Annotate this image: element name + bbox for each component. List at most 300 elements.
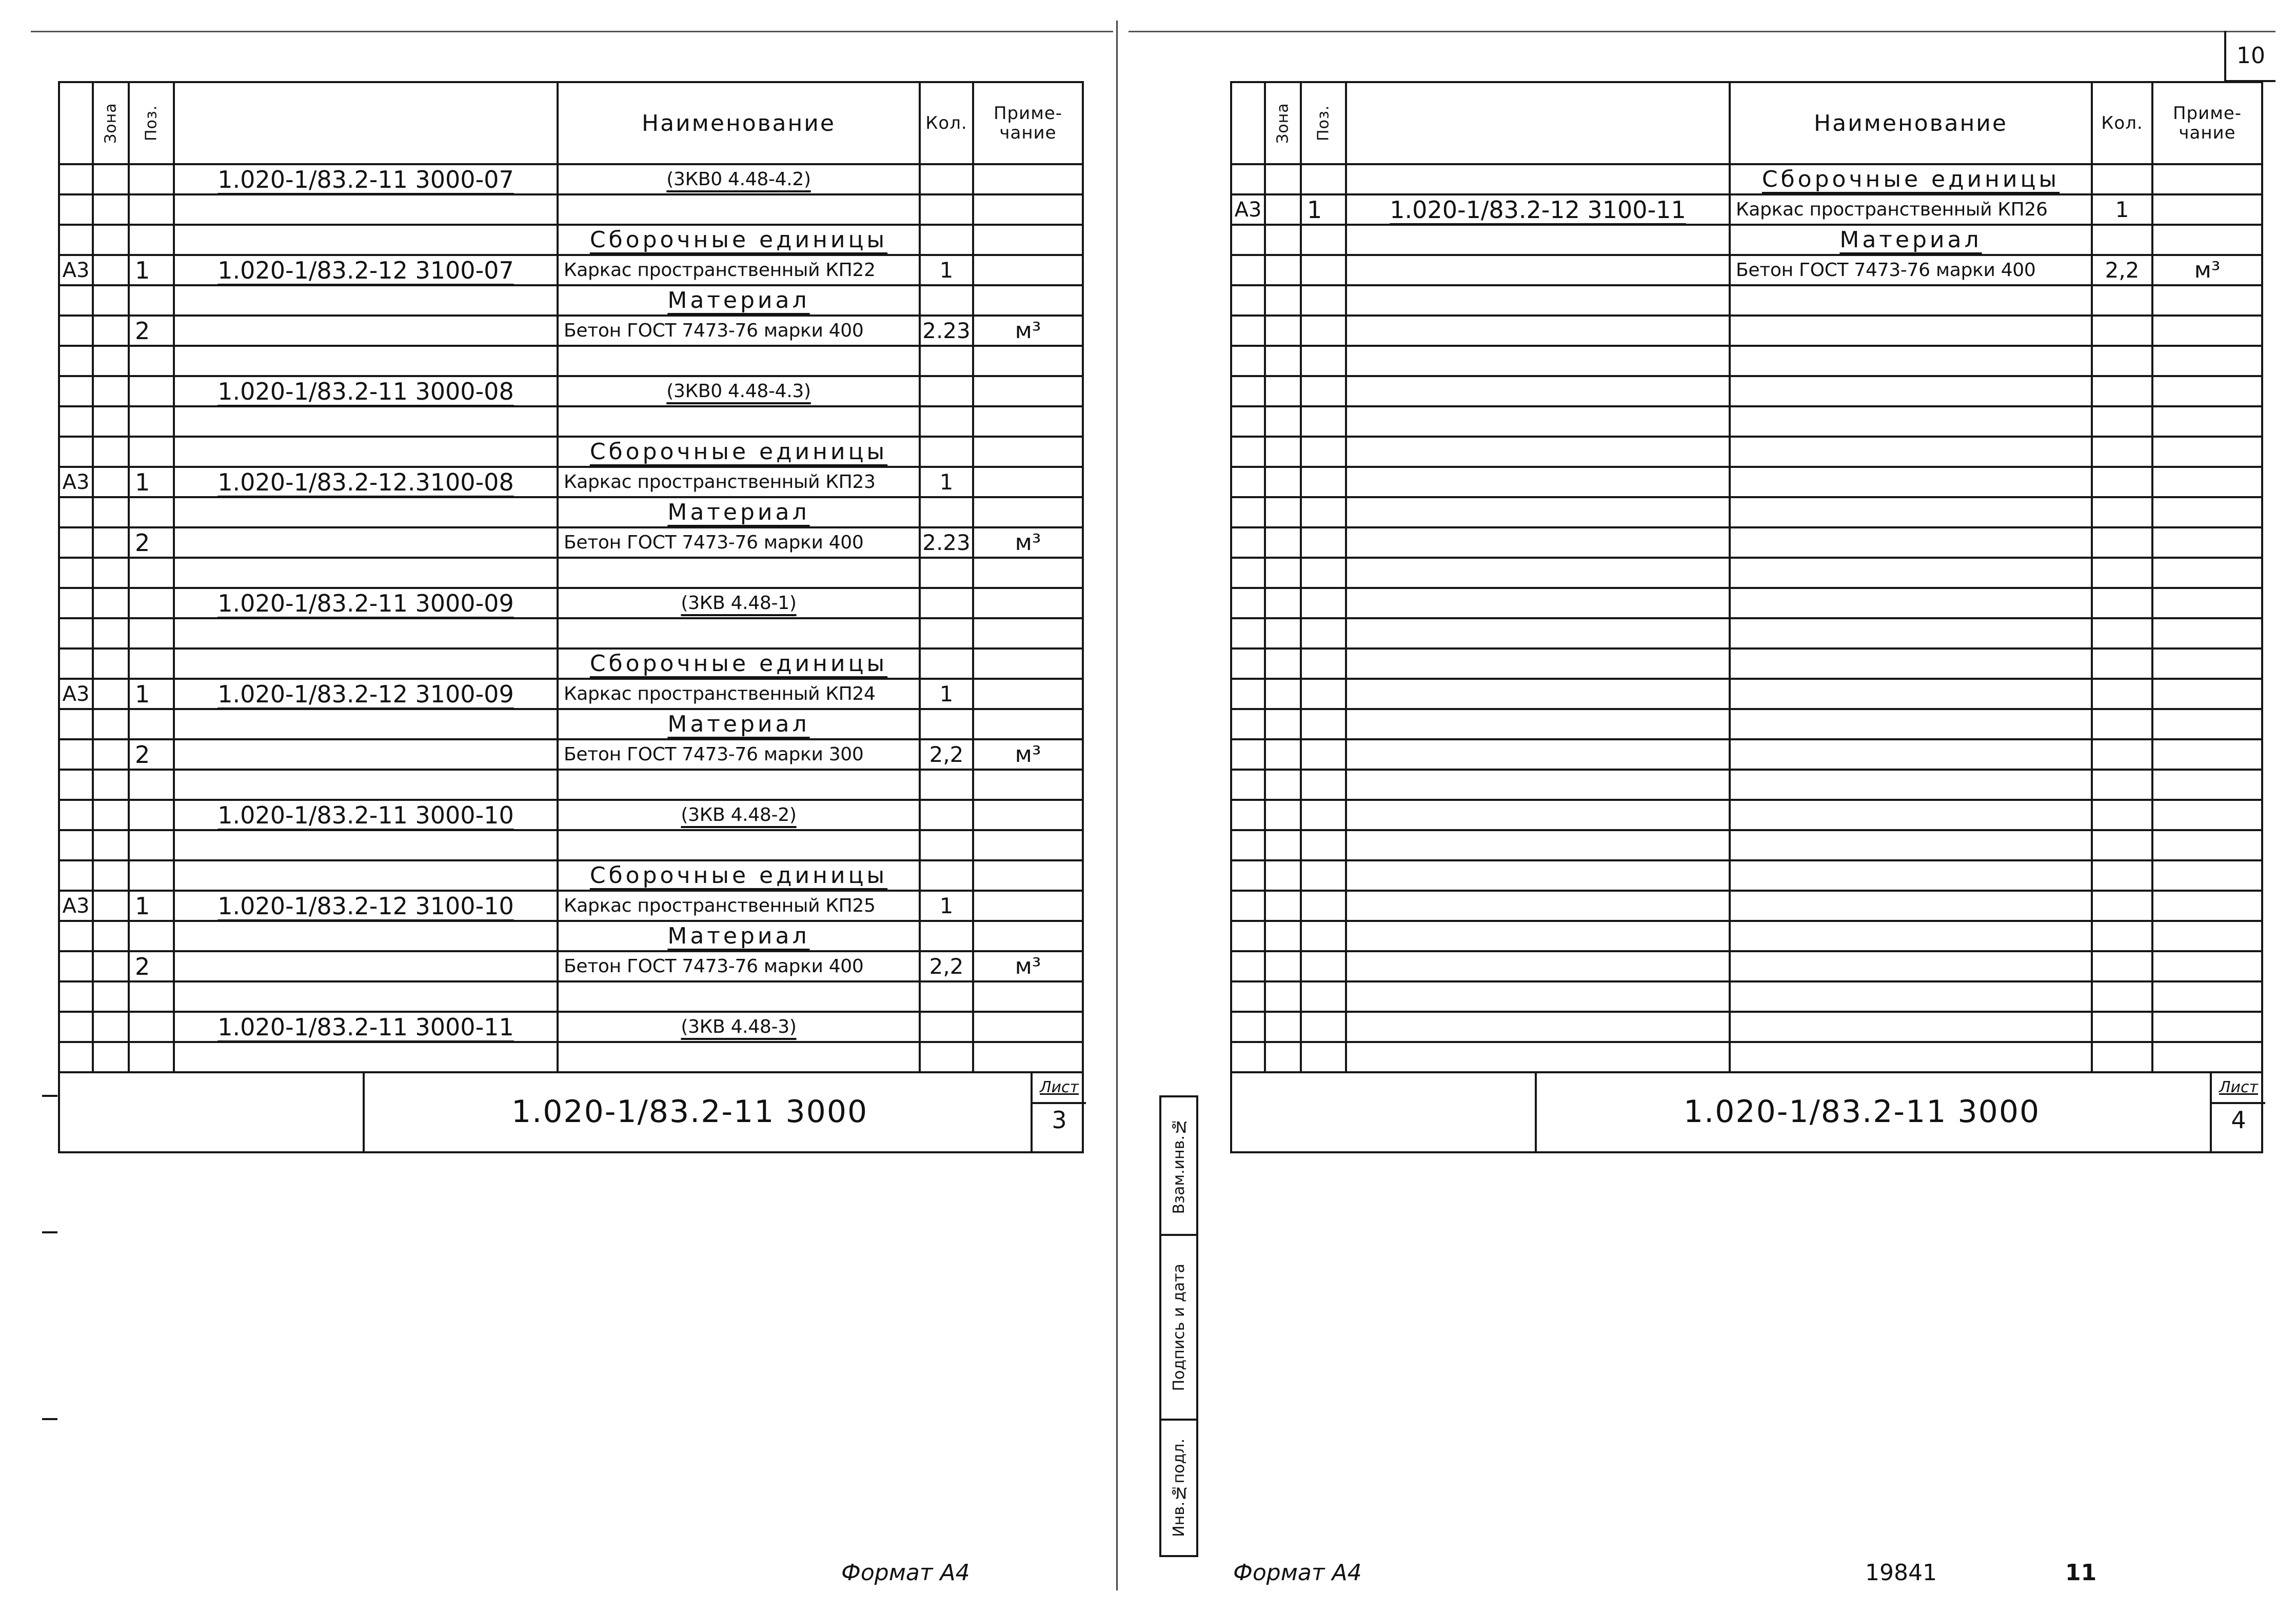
name-text: Каркас пространственный КП25 xyxy=(564,895,876,916)
column-header-fmt xyxy=(58,81,94,165)
cell-des xyxy=(1345,466,1731,498)
title-block xyxy=(58,1071,1084,1153)
cell-name xyxy=(557,769,921,801)
cell-name xyxy=(557,163,921,195)
cell-note xyxy=(972,950,1084,982)
cell-pos xyxy=(128,557,175,589)
cell-fmt xyxy=(58,163,94,195)
cell-name xyxy=(1729,647,2093,680)
cell-zone xyxy=(1264,557,1302,589)
name-text: Материал xyxy=(667,499,810,525)
cell-pos xyxy=(1300,193,1347,226)
cell-name xyxy=(1729,436,2093,468)
cell-zone xyxy=(1264,890,1302,922)
cell-des xyxy=(1345,890,1731,922)
cell-note xyxy=(2151,345,2263,377)
cell-fmt xyxy=(1230,587,1266,619)
cell-pos xyxy=(1300,829,1347,861)
des-text: 1.020-1/83.2-12.3100-08 xyxy=(217,468,514,496)
qty-text: 1 xyxy=(2115,197,2129,222)
cell-pos xyxy=(1300,284,1347,317)
cell-name xyxy=(1729,920,2093,952)
column-header-qty: Кол. xyxy=(2091,81,2153,165)
cell-name xyxy=(557,526,921,559)
name-text: Сборочные единицы xyxy=(589,227,888,253)
cell-name xyxy=(557,496,921,528)
column-header-zone: Зона xyxy=(92,81,130,165)
des-text: 1.020-1/83.2-11 3000-11 xyxy=(217,1013,514,1041)
cell-fmt xyxy=(58,193,94,226)
note-text: м³ xyxy=(1015,953,1041,979)
cell-pos xyxy=(128,950,175,982)
des-text: 1.020-1/83.2-12 3100-07 xyxy=(217,256,514,284)
cell-note xyxy=(2151,587,2263,619)
cell-fmt xyxy=(58,466,94,498)
cell-note xyxy=(972,799,1084,831)
cell-qty xyxy=(919,526,974,559)
cell-name xyxy=(1729,738,2093,771)
cell-fmt xyxy=(58,526,94,559)
column-header-des xyxy=(173,81,559,165)
cell-name xyxy=(557,375,921,407)
column-header-des xyxy=(1345,81,1731,165)
cell-note xyxy=(972,557,1084,589)
cell-pos xyxy=(1300,920,1347,952)
cell-zone xyxy=(1264,920,1302,952)
cell-zone xyxy=(92,496,130,528)
stamp-signature-label: Подпись и дата xyxy=(1170,1263,1188,1391)
cell-pos xyxy=(128,890,175,922)
name-text: Каркас пространственный КП24 xyxy=(564,683,876,704)
cell-qty xyxy=(2091,193,2153,226)
cell-zone xyxy=(1264,436,1302,468)
cell-pos xyxy=(1300,769,1347,801)
cell-name xyxy=(557,920,921,952)
cell-fmt xyxy=(1230,254,1266,286)
archive-number: 19841 xyxy=(1865,1560,1937,1586)
cell-name xyxy=(557,890,921,922)
name-text: Материал xyxy=(667,923,810,949)
cell-pos xyxy=(128,708,175,740)
cell-zone xyxy=(92,647,130,680)
pos-text: 2 xyxy=(135,740,150,769)
cell-fmt xyxy=(58,950,94,982)
cell-note xyxy=(972,436,1084,468)
cell-name xyxy=(1729,466,2093,498)
cell-zone xyxy=(92,829,130,861)
cell-zone xyxy=(1264,587,1302,619)
qty-text: 2,2 xyxy=(2105,258,2140,283)
cell-des xyxy=(1345,163,1731,195)
fmt-text: А3 xyxy=(62,470,90,494)
qty-text: 1 xyxy=(939,469,954,495)
cell-note xyxy=(972,859,1084,892)
cell-zone xyxy=(92,738,130,771)
cell-zone xyxy=(1264,1041,1302,1073)
cell-name xyxy=(557,617,921,650)
cell-qty xyxy=(919,284,974,317)
cell-zone xyxy=(92,436,130,468)
cell-des xyxy=(173,587,559,619)
cell-des xyxy=(173,617,559,650)
cell-qty xyxy=(919,617,974,650)
cell-qty xyxy=(919,980,974,1013)
fmt-text: А3 xyxy=(62,258,90,282)
cell-fmt xyxy=(58,557,94,589)
cell-zone xyxy=(1264,345,1302,377)
cell-fmt xyxy=(58,436,94,468)
cell-pos xyxy=(1300,163,1347,195)
cell-pos xyxy=(128,284,175,317)
cell-des xyxy=(173,254,559,286)
cell-fmt xyxy=(1230,769,1266,801)
cell-name xyxy=(1729,375,2093,407)
cell-pos xyxy=(128,254,175,286)
cell-des xyxy=(1345,587,1731,619)
name-text: Материал xyxy=(667,711,810,737)
cell-zone xyxy=(92,950,130,982)
cell-des xyxy=(1345,1041,1731,1073)
cell-qty xyxy=(2091,526,2153,559)
margin-tick xyxy=(42,1418,57,1420)
cell-note xyxy=(972,466,1084,498)
cell-fmt xyxy=(1230,799,1266,831)
cell-note xyxy=(972,496,1084,528)
cell-name xyxy=(1729,163,2093,195)
cell-pos xyxy=(1300,466,1347,498)
cell-note xyxy=(972,587,1084,619)
cell-des xyxy=(173,557,559,589)
name-text: (3КВ0 4.48-4.3) xyxy=(666,381,811,402)
stamp-field-inventory xyxy=(1161,1421,1196,1555)
cell-name xyxy=(557,587,921,619)
cell-name xyxy=(1729,557,2093,589)
cell-des xyxy=(173,890,559,922)
cell-des xyxy=(173,950,559,982)
cell-des xyxy=(1345,1011,1731,1043)
cell-fmt xyxy=(58,587,94,619)
des-text: 1.020-1/83.2-11 3000-10 xyxy=(217,801,514,829)
column-header-note: Приме-чание xyxy=(2151,81,2263,165)
cell-pos xyxy=(1300,496,1347,528)
cell-zone xyxy=(1264,193,1302,226)
cell-qty xyxy=(2091,980,2153,1013)
cell-name xyxy=(1729,829,2093,861)
cell-fmt xyxy=(1230,617,1266,650)
cell-pos xyxy=(1300,345,1347,377)
cell-zone xyxy=(92,284,130,317)
column-header-zone: Зона xyxy=(1264,81,1302,165)
des-text: 1.020-1/83.2-12 3100-09 xyxy=(217,680,514,708)
cell-qty xyxy=(919,1011,974,1043)
cell-pos xyxy=(1300,708,1347,740)
cell-zone xyxy=(92,254,130,286)
cell-qty xyxy=(919,193,974,226)
cell-note xyxy=(2151,496,2263,528)
name-text: (3КВ 4.48-2) xyxy=(681,804,797,825)
cell-zone xyxy=(92,799,130,831)
fmt-text: А3 xyxy=(62,682,90,706)
cell-note xyxy=(2151,557,2263,589)
cell-fmt xyxy=(1230,950,1266,982)
cell-zone xyxy=(92,708,130,740)
cell-qty xyxy=(2091,557,2153,589)
cell-qty xyxy=(919,496,974,528)
cell-zone xyxy=(1264,314,1302,347)
cell-des xyxy=(173,647,559,680)
sheet-number: 4 xyxy=(2231,1106,2246,1134)
cell-name xyxy=(1729,587,2093,619)
cell-pos xyxy=(1300,647,1347,680)
cell-fmt xyxy=(58,284,94,317)
cell-zone xyxy=(1264,859,1302,892)
des-text: 1.020-1/83.2-12 3100-10 xyxy=(217,892,514,920)
sheet-number-box xyxy=(2210,1073,2265,1151)
page-number: 10 xyxy=(2224,31,2275,82)
cell-fmt xyxy=(58,980,94,1013)
cell-name xyxy=(1729,284,2093,317)
cell-name xyxy=(557,436,921,468)
cell-qty xyxy=(919,1041,974,1073)
document-code: 1.020-1/83.2-11 3000 xyxy=(511,1094,868,1130)
pos-text: 1 xyxy=(135,256,150,284)
cell-note xyxy=(972,890,1084,922)
cell-pos xyxy=(128,859,175,892)
cell-fmt xyxy=(58,405,94,438)
cell-fmt xyxy=(1230,436,1266,468)
cell-fmt xyxy=(58,617,94,650)
cell-note xyxy=(2151,829,2263,861)
cell-zone xyxy=(92,405,130,438)
cell-pos xyxy=(1300,254,1347,286)
cell-name xyxy=(1729,405,2093,438)
cell-note xyxy=(2151,950,2263,982)
cell-name xyxy=(557,224,921,256)
column-header-fmt xyxy=(1230,81,1266,165)
cell-des xyxy=(173,496,559,528)
cell-qty xyxy=(919,224,974,256)
name-text: Сборочные единицы xyxy=(589,862,888,889)
cell-pos xyxy=(1300,980,1347,1013)
cell-name xyxy=(1729,769,2093,801)
cell-qty xyxy=(2091,314,2153,347)
cell-fmt xyxy=(58,254,94,286)
cell-fmt xyxy=(58,769,94,801)
name-text: (3КВ0 4.48-4.2) xyxy=(666,169,811,190)
cell-fmt xyxy=(1230,466,1266,498)
cell-zone xyxy=(1264,647,1302,680)
cell-des xyxy=(1345,708,1731,740)
cell-note xyxy=(2151,254,2263,286)
des-text: 1.020-1/83.2-11 3000-09 xyxy=(217,589,514,617)
cell-zone xyxy=(1264,224,1302,256)
cell-fmt xyxy=(1230,557,1266,589)
cell-qty xyxy=(919,769,974,801)
cell-zone xyxy=(1264,980,1302,1013)
name-text: Бетон ГОСТ 7473-76 марки 400 xyxy=(1736,260,2036,281)
pos-text: 2 xyxy=(135,528,150,557)
cell-qty xyxy=(2091,496,2153,528)
qty-text: 1 xyxy=(939,681,954,706)
cell-fmt xyxy=(1230,1041,1266,1073)
cell-des xyxy=(173,980,559,1013)
cell-qty xyxy=(2091,617,2153,650)
cell-zone xyxy=(92,314,130,347)
cell-fmt xyxy=(58,314,94,347)
cell-fmt xyxy=(1230,980,1266,1013)
cell-name xyxy=(1729,890,2093,922)
cell-pos xyxy=(1300,799,1347,831)
cell-name xyxy=(557,254,921,286)
note-text: м³ xyxy=(1015,529,1041,556)
cell-note xyxy=(2151,436,2263,468)
cell-note xyxy=(2151,708,2263,740)
note-text: м³ xyxy=(1015,318,1041,344)
cell-name xyxy=(557,980,921,1013)
cell-fmt xyxy=(1230,405,1266,438)
cell-qty xyxy=(919,436,974,468)
cell-qty xyxy=(919,890,974,922)
cell-des xyxy=(173,466,559,498)
cell-note xyxy=(972,1041,1084,1073)
stamp-field-replaced xyxy=(1161,1097,1196,1236)
cell-qty xyxy=(2091,859,2153,892)
cell-pos xyxy=(128,163,175,195)
cell-des xyxy=(173,708,559,740)
title-block-divider xyxy=(1535,1073,1537,1151)
cell-pos xyxy=(1300,405,1347,438)
cell-note xyxy=(972,254,1084,286)
cell-note xyxy=(2151,738,2263,771)
cell-des xyxy=(1345,678,1731,710)
cell-des xyxy=(1345,950,1731,982)
cell-note xyxy=(972,678,1084,710)
pos-text: 1 xyxy=(135,680,150,708)
cell-fmt xyxy=(58,890,94,922)
qty-text: 2.23 xyxy=(922,530,971,555)
cell-des xyxy=(1345,799,1731,831)
cell-pos xyxy=(128,769,175,801)
column-header-qty: Кол. xyxy=(919,81,974,165)
cell-pos xyxy=(128,799,175,831)
note-text: м³ xyxy=(2194,257,2221,283)
cell-zone xyxy=(92,375,130,407)
cell-pos xyxy=(128,436,175,468)
column-header-name: Наименование xyxy=(1729,81,2093,165)
cell-qty xyxy=(919,829,974,861)
cell-name xyxy=(557,738,921,771)
cell-qty xyxy=(2091,284,2153,317)
cell-note xyxy=(972,980,1084,1013)
cell-fmt xyxy=(58,920,94,952)
cell-des xyxy=(173,1011,559,1043)
cell-pos xyxy=(128,1041,175,1073)
cell-name xyxy=(557,950,921,982)
cell-qty xyxy=(2091,1041,2153,1073)
qty-text: 2.23 xyxy=(922,318,971,343)
cell-des xyxy=(1345,405,1731,438)
pos-text: 1 xyxy=(135,468,150,496)
cell-des xyxy=(173,375,559,407)
cell-name xyxy=(1729,799,2093,831)
cell-pos xyxy=(1300,526,1347,559)
cell-name xyxy=(1729,224,2093,256)
cell-fmt xyxy=(58,496,94,528)
fmt-text: А3 xyxy=(1234,198,1262,222)
des-text: 1.020-1/83.2-12 3100-11 xyxy=(1390,195,1686,224)
column-header-note: Приме-чание xyxy=(972,81,1084,165)
cell-qty xyxy=(2091,1011,2153,1043)
cell-des xyxy=(1345,224,1731,256)
cell-fmt xyxy=(1230,314,1266,347)
pos-text: 2 xyxy=(135,952,150,980)
cell-note xyxy=(972,738,1084,771)
cell-note xyxy=(972,375,1084,407)
cell-fmt xyxy=(58,859,94,892)
cell-note xyxy=(2151,890,2263,922)
cell-fmt xyxy=(58,738,94,771)
format-label-left: Формат А4 xyxy=(841,1560,970,1586)
cell-qty xyxy=(2091,708,2153,740)
cell-fmt xyxy=(1230,829,1266,861)
cell-note xyxy=(2151,1011,2263,1043)
cell-qty xyxy=(2091,436,2153,468)
cell-zone xyxy=(92,224,130,256)
cell-pos xyxy=(128,647,175,680)
cell-zone xyxy=(1264,738,1302,771)
des-text: 1.020-1/83.2-11 3000-07 xyxy=(217,165,514,193)
cell-zone xyxy=(92,769,130,801)
cell-zone xyxy=(92,193,130,226)
cell-name xyxy=(557,678,921,710)
cell-qty xyxy=(919,950,974,982)
cell-fmt xyxy=(58,708,94,740)
name-text: Каркас пространственный КП22 xyxy=(564,260,876,281)
cell-pos xyxy=(1300,890,1347,922)
cell-des xyxy=(173,284,559,317)
cell-qty xyxy=(919,375,974,407)
name-text: Материал xyxy=(667,287,810,313)
cell-qty xyxy=(2091,224,2153,256)
cell-fmt xyxy=(58,375,94,407)
cell-fmt xyxy=(1230,224,1266,256)
cell-pos xyxy=(1300,678,1347,710)
cell-pos xyxy=(1300,859,1347,892)
column-header-name: Наименование xyxy=(557,81,921,165)
cell-fmt xyxy=(58,799,94,831)
cell-qty xyxy=(2091,345,2153,377)
cell-note xyxy=(2151,769,2263,801)
cell-pos xyxy=(1300,375,1347,407)
cell-pos xyxy=(128,405,175,438)
qty-text: 1 xyxy=(939,258,954,283)
cell-pos xyxy=(1300,1011,1347,1043)
cell-note xyxy=(2151,799,2263,831)
cell-fmt xyxy=(1230,526,1266,559)
cell-des xyxy=(173,314,559,347)
name-text: Бетон ГОСТ 7473-76 марки 400 xyxy=(564,956,864,977)
cell-note xyxy=(2151,163,2263,195)
cell-pos xyxy=(128,314,175,347)
cell-name xyxy=(1729,980,2093,1013)
cell-qty xyxy=(919,587,974,619)
cell-des xyxy=(1345,738,1731,771)
cell-qty xyxy=(919,920,974,952)
qty-text: 2,2 xyxy=(929,742,964,767)
cell-fmt xyxy=(1230,890,1266,922)
cell-name xyxy=(557,405,921,438)
cell-pos xyxy=(1300,436,1347,468)
